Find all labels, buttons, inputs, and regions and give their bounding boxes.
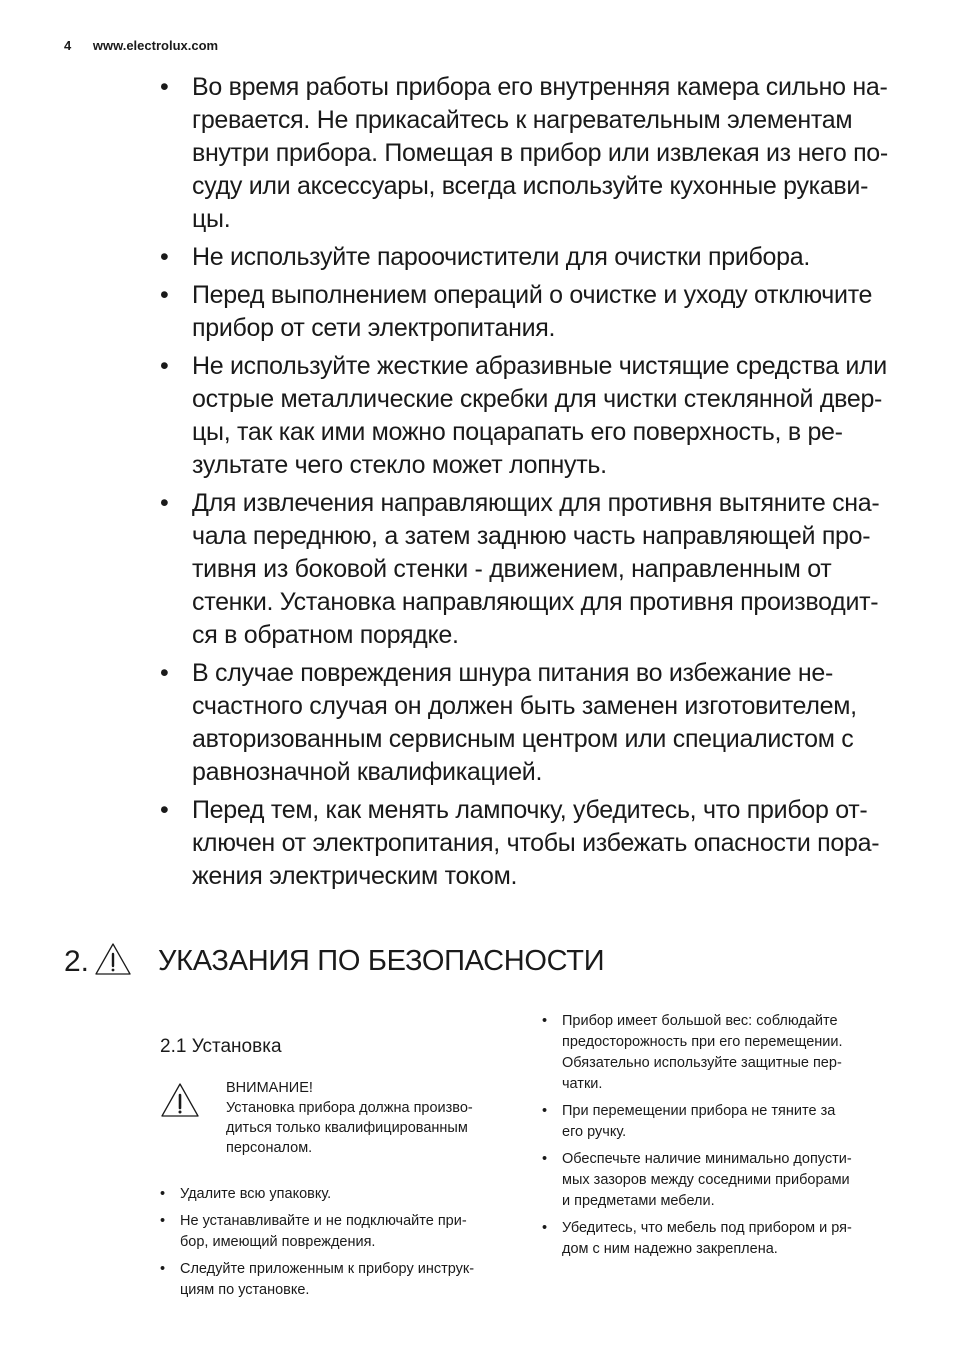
list-item-line: его ручку. xyxy=(562,1124,627,1140)
list-item xyxy=(542,1218,892,1260)
safety-list-item xyxy=(160,794,900,893)
safety-list xyxy=(160,71,900,898)
bullet-icon: • xyxy=(160,281,169,309)
bullet-icon: • xyxy=(160,659,169,687)
list-item xyxy=(160,1211,510,1253)
section-title: УКАЗАНИЯ ПО БЕЗОПАСНОСТИ xyxy=(158,945,605,977)
list-item xyxy=(160,1184,510,1205)
list-item-line: тивня из боковой стенки - движением, направленным от xyxy=(192,555,832,583)
list-item-line: Во время работы прибора его внутренняя камера сильно на- xyxy=(192,73,888,101)
warning-box xyxy=(160,1078,510,1158)
safety-list-item xyxy=(160,241,900,274)
list-item-line: предосторожность при его перемещении. xyxy=(562,1034,843,1050)
list-item-line: Следуйте приложенным к прибору инструк- xyxy=(180,1261,475,1277)
list-item-line: острые металлические скребки для чистки стеклянной двер- xyxy=(192,385,883,413)
left-column xyxy=(160,1036,510,1307)
list-item-line: Перед тем, как менять лампочку, убедитесь, что прибор от- xyxy=(192,796,868,824)
bullet-icon: • xyxy=(160,1213,166,1229)
list-item-line: Перед выполнением операций о очистке и уходу отключите xyxy=(192,281,873,309)
bullet-icon: • xyxy=(160,1186,166,1202)
list-item-line: цы, так как ими можно поцарапать его поверхность, в ре- xyxy=(192,418,843,446)
list-item-line: ключен от электропитания, чтобы избежать опасности пора- xyxy=(192,829,880,857)
warning-line: диться только квалифицированным xyxy=(226,1120,468,1136)
section-number: 2. xyxy=(64,944,90,978)
list-item-line: прибор от сети электропитания. xyxy=(192,314,556,342)
list-item-line: Убедитесь, что мебель под прибором и ря- xyxy=(562,1220,852,1236)
subsection-title xyxy=(160,1036,510,1058)
warning-icon xyxy=(160,1082,200,1158)
safety-list-item xyxy=(160,350,900,482)
page-header xyxy=(64,38,218,53)
bullet-icon: • xyxy=(160,243,169,271)
list-item-line: Прибор имеет большой вес: соблюдайте xyxy=(562,1013,838,1029)
list-item-line: Не используйте пароочистители для очистки прибора. xyxy=(192,243,810,271)
list-item-line: счастного случая он должен быть заменен изготовителем, xyxy=(192,692,857,720)
bullet-icon: • xyxy=(542,1013,548,1029)
warning-triangle-icon xyxy=(94,942,132,981)
list-item-line: чатки. xyxy=(562,1076,603,1092)
list-item xyxy=(542,1149,892,1212)
list-item-line: зультате чего стекло может лопнуть. xyxy=(192,451,607,479)
list-item-line: и предметами мебели. xyxy=(562,1193,715,1209)
list-item-line: авторизованным сервисным центром или специалистом с xyxy=(192,725,854,753)
bullet-icon: • xyxy=(542,1151,548,1167)
right-column xyxy=(542,1011,892,1266)
list-item-line: Обеспечьте наличие минимально допусти- xyxy=(562,1151,852,1167)
list-item-line: суду или аксессуары, всегда используйте кухонные рукави- xyxy=(192,172,869,200)
list-item-line: В случае повреждения шнура питания во избежание не- xyxy=(192,659,834,687)
list-item-line: цы. xyxy=(192,205,231,233)
list-item-line: Удалите всю упаковку. xyxy=(180,1186,332,1202)
warning-body xyxy=(226,1098,473,1158)
warning-line: Установка прибора должна произво- xyxy=(226,1100,473,1116)
subsection-label: Установка xyxy=(191,1036,282,1057)
list-item xyxy=(160,1259,510,1301)
installation-list-left xyxy=(160,1184,510,1301)
list-item-line: При перемещении прибора не тяните за xyxy=(562,1103,836,1119)
list-item-line: бор, имеющий повреждения. xyxy=(180,1234,376,1250)
warning-text xyxy=(226,1078,473,1158)
bullet-icon: • xyxy=(160,352,169,380)
safety-list-item xyxy=(160,71,900,236)
list-item-line: мых зазоров между соседними приборами xyxy=(562,1172,850,1188)
safety-list-item xyxy=(160,279,900,345)
list-item xyxy=(542,1011,892,1095)
bullet-icon: • xyxy=(542,1220,548,1236)
list-item-line: стенки. Установка направляющих для противня производит- xyxy=(192,588,879,616)
bullet-icon: • xyxy=(160,73,169,101)
list-item-line: ся в обратном порядке. xyxy=(192,621,459,649)
list-item-line: чала переднюю, а затем заднюю часть направляющей про- xyxy=(192,522,871,550)
site-url: www.electrolux.com xyxy=(92,38,219,53)
list-item-line: внутри прибора. Помещая в прибор или извлекая из него по- xyxy=(192,139,888,167)
list-item-line: равнозначной квалификацией. xyxy=(192,758,543,786)
list-item-line: Для извлечения направляющих для противня вытяните сна- xyxy=(192,489,880,517)
installation-list-right xyxy=(542,1011,892,1260)
list-item-line: Не устанавливайте и не подключайте при- xyxy=(180,1213,467,1229)
list-item-line: Не используйте жесткие абразивные чистящие средства или xyxy=(192,352,887,380)
safety-list-item xyxy=(160,657,900,789)
safety-list-item xyxy=(160,487,900,652)
list-item xyxy=(542,1101,892,1143)
list-item-line: Обязательно используйте защитные пер- xyxy=(562,1055,842,1071)
list-item-line: жения электрическим током. xyxy=(192,862,518,890)
subsection-number: 2.1 xyxy=(160,1036,187,1057)
list-item-line: гревается. Не прикасайтесь к нагревательным элементам xyxy=(192,106,853,134)
bullet-icon: • xyxy=(160,796,169,824)
bullet-icon: • xyxy=(160,1261,166,1277)
bullet-icon: • xyxy=(542,1103,548,1119)
warning-line: персоналом. xyxy=(226,1140,313,1156)
warning-title: ВНИМАНИЕ! xyxy=(226,1080,313,1096)
list-item-line: дом с ним надежно закреплена. xyxy=(562,1241,778,1257)
bullet-icon: • xyxy=(160,489,169,517)
section-heading xyxy=(64,942,604,981)
list-item-line: циям по установке. xyxy=(180,1282,310,1298)
page-number: 4 xyxy=(64,38,72,53)
